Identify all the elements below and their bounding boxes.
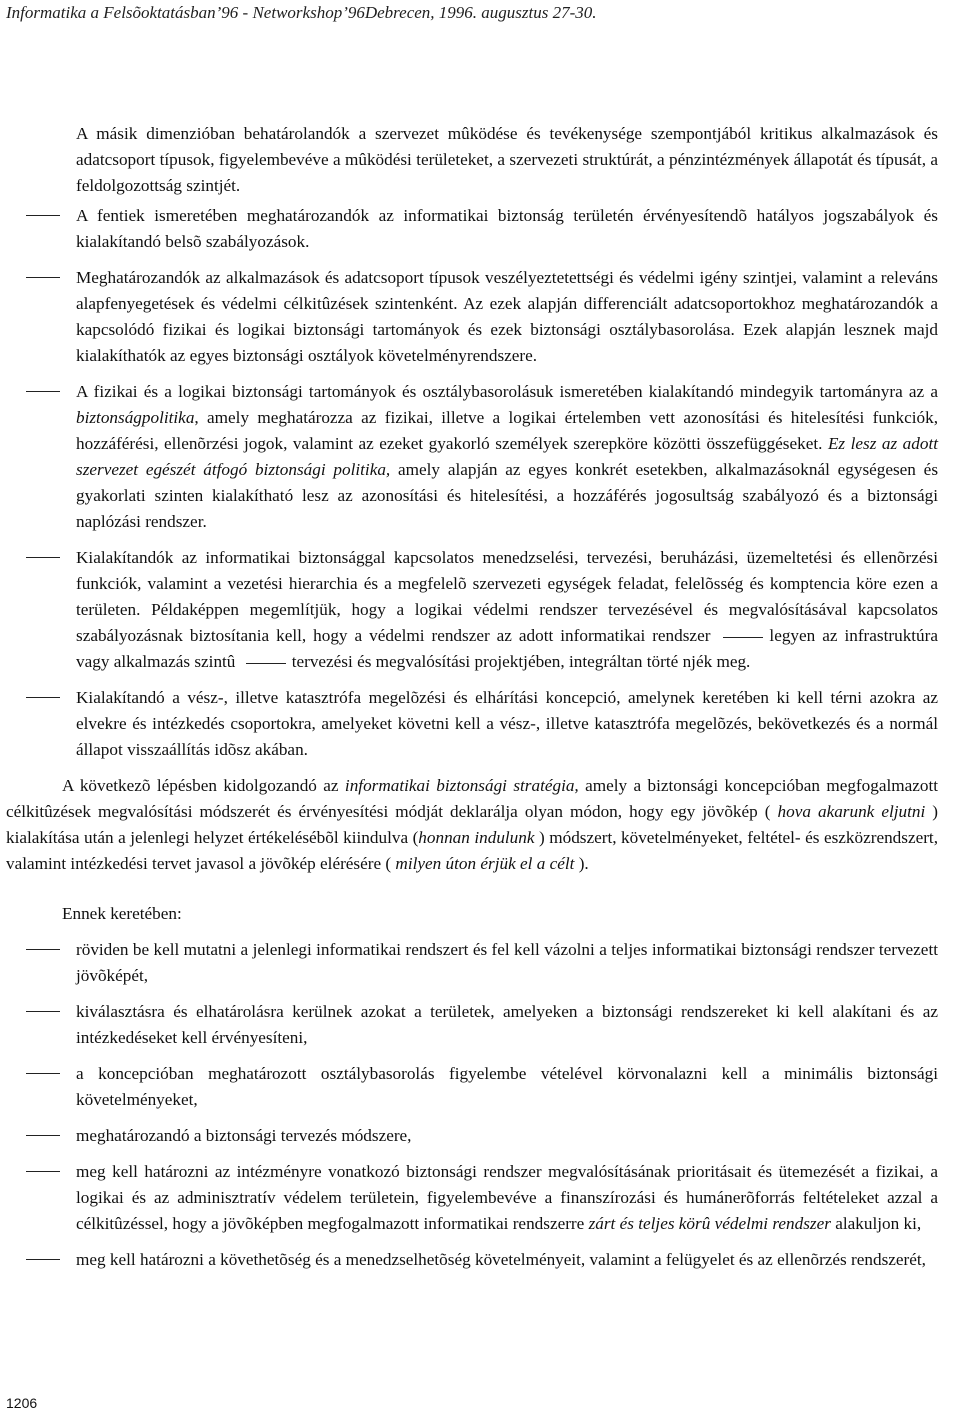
lead-in-text: Ennek keretében: [62,904,182,923]
list-item [6,1247,938,1273]
document-body [6,121,938,1273]
list-item [6,1061,938,1113]
list-item [6,999,938,1051]
list-item-text: Meghatározandók az alkalmazások és adatcsoport típusok veszélyeztetettségi és védelmi igény szintjei, valamint a releváns alapfenyegetések és védelmi célkitûzések szintenként. Az ezek alapján differenciált adatcsoportokhoz meghatározandók a kapcsolódó fizikai és logikai biztonsági tartományok és ezek biztonsági osztálybasorolása. Ezek alapján lesznek majd kialakíthatók az egyes biztonsági osztályok követelményrendszere. [76,268,938,365]
dash-bullet-icon [26,215,60,216]
paragraph-text: ) kialakítása után a jelenlegi helyzet értékelésébõl kiindulva ( [6,802,939,847]
list-item-text: alakuljon ki, [835,1214,922,1233]
dash-bullet-icon [26,1073,60,1074]
list-item-text: meghatározandó a biztonsági tervezés módszere, [76,1126,412,1145]
dash-bullet-icon [26,1171,60,1172]
list-item-text: amely alapján az egyes konkrét esetekben, alkalmazásoknál egységesen és gyakorlati szinten kialakítható lesz az azonosítási és hitelesítési, a hozzáférés jogosultság szabályozó és a biztonsági naplózási rendszer. [76,460,939,531]
running-header: Informatika a Felsõoktatásban’96 - Networkshop’96Debrecen, 1996. augusztus 27-30. [6,3,597,22]
list-item [6,685,938,763]
strategy-paragraph [6,773,938,877]
list-item-text: kiválasztásra és elhatárolásra kerülnek azokat a területek, amelyeken a biztonsági rendszereket ki kell alakítani és az intézkedéseket kell érvényesíteni, [76,1002,938,1047]
dash-bullet-icon [26,557,60,558]
inline-dash-icon [246,663,286,664]
paragraph-text: A következõ lépésben kidolgozandó az [62,776,339,795]
dash-bullet-icon [26,277,60,278]
list-item [6,937,938,989]
list-item [6,1123,938,1149]
dash-bullet-icon [26,697,60,698]
list-item-text: meg kell határozni a követhetõség és a menedzselhetõség követelményeit, valamint a felügyelet és az ellenõrzés rendszerét, [76,1250,926,1269]
paragraph-text: amely a biztonsági koncepcióban megfogalmazott célkitûzések megvalósítási módszerét és érvényesítési módját deklarálja olyan módon, hogy egy jövõkép ( [6,776,938,821]
list-item-text: , amely meghatározza az fizikai, illetve a logikai értelemben vett azonosítási és hitelesítési funkciók, hozzáférési, ellenõrzési jogok, valamint az ezeket gyakorló személyek szerepköre közötti összefüggéseket. [76,408,938,453]
dash-bullet-icon [26,1135,60,1136]
list-item-text: a koncepcióban meghatározott osztálybasorolás figyelembe vételével körvonalazni kell a minimális biztonsági követelményeket, [76,1064,938,1109]
paragraph-text: ). [578,854,589,873]
dash-bullet-icon [26,949,60,950]
list-item [6,265,938,369]
list-item-text: meg kell határozni az intézményre vonatkozó biztonsági rendszer megvalósításának prioritásait és ütemezését a fizikai, a logikai és az adminisztratív védelem területein, figyelembevéve a finanszírozási és humánerõforrás feltételeket azzal a célkitûzéssel, hogy a jövõképben megfogalmazott informatikai rendszerre [76,1162,938,1233]
emphasis-term: informatikai biztonsági stratégia, [344,776,579,795]
list-item-text: tervezési és megvalósítási projektjében, integráltan törté njék meg. [291,652,751,671]
emphasis-term: biztonságpolitika [76,408,195,427]
dash-bullet-icon [26,1011,60,1012]
page-number: 1206 [6,1395,38,1411]
list-item-text: Kialakítandó a vész-, illetve katasztrófa megelõzési és elhárítási koncepció, amelynek keretében ki kell térni azokra az elvekre és intézkedés csoportokra, amelyeket követni kell a vész-, illetve katasztrófa megelõzés, bekövetkezés és a normál állapot visszaállítás idõsz akában. [76,688,938,759]
list-item-text: A fizikai és a logikai biztonsági tartományok és osztálybasorolásuk ismeretében kialakítandó mindegyik tartományra az a [76,382,938,401]
list-item-text: röviden be kell mutatni a jelenlegi informatikai rendszert és fel kell vázolni a teljes informatikai biztonsági rendszer tervezett jövõképét, [76,940,938,985]
paragraph-text: ) módszert, követelményeket, feltétel- és eszközrendszert, valamint intézkedési tervet javasol a jövõkép elérésére ( [6,828,939,873]
list-item [6,379,938,535]
emphasis-term: hova akarunk eljutni [777,802,926,821]
intro-paragraph: A másik dimenzióban behatárolandók a szervezet mûködése és tevékenysége szempontjából kritikus alkalmazások és adatcsoport típusok, figyelembevéve a mûködési területeket, a szervezeti struktúrát, a pénzintézmények állapotát és típusát, a feldolgozottság szintjét. [76,124,938,195]
emphasis-term: milyen úton érjük el a célt [395,854,575,873]
inline-dash-icon [723,637,763,638]
dash-bullet-icon [26,1259,60,1260]
list-item [6,545,938,675]
emphasis-term: zárt és teljes körû védelmi rendszer [588,1214,831,1233]
list-item-text: Kialakítandók az informatikai biztonsággal kapcsolatos menedzselési, tervezési, beruházási, üzemeltetési és ellenõrzési funkciók, valamint a vezetési hierarchia és a megfelelõ szervezeti egységek feladat, felelõsség és komptencia köre ezen a területen. Példaképpen megemlítjük, hogy a logikai védelmi rendszer tervezésével és megvalósításával kapcsolatos szabályozásnak biztosítania kell, hogy a védelmi rendszer az adott informatikai rendszer [76,548,938,645]
list-item [6,203,938,255]
list-item [6,1159,938,1237]
list-item-text: legyen az infrastruktúra vagy alkalmazás szintû [76,626,939,671]
emphasis-sentence: Ez lesz az adott szervezet egészét átfogó biztonsági politika, [76,434,939,479]
dash-bullet-icon [26,391,60,392]
emphasis-term: honnan indulunk [418,828,535,847]
list-item-text: A fentiek ismeretében meghatározandók az informatikai biztonság területén érvényesítendõ hatályos jogszabályok és kialakítandó belsõ szabályozások. [76,206,938,251]
